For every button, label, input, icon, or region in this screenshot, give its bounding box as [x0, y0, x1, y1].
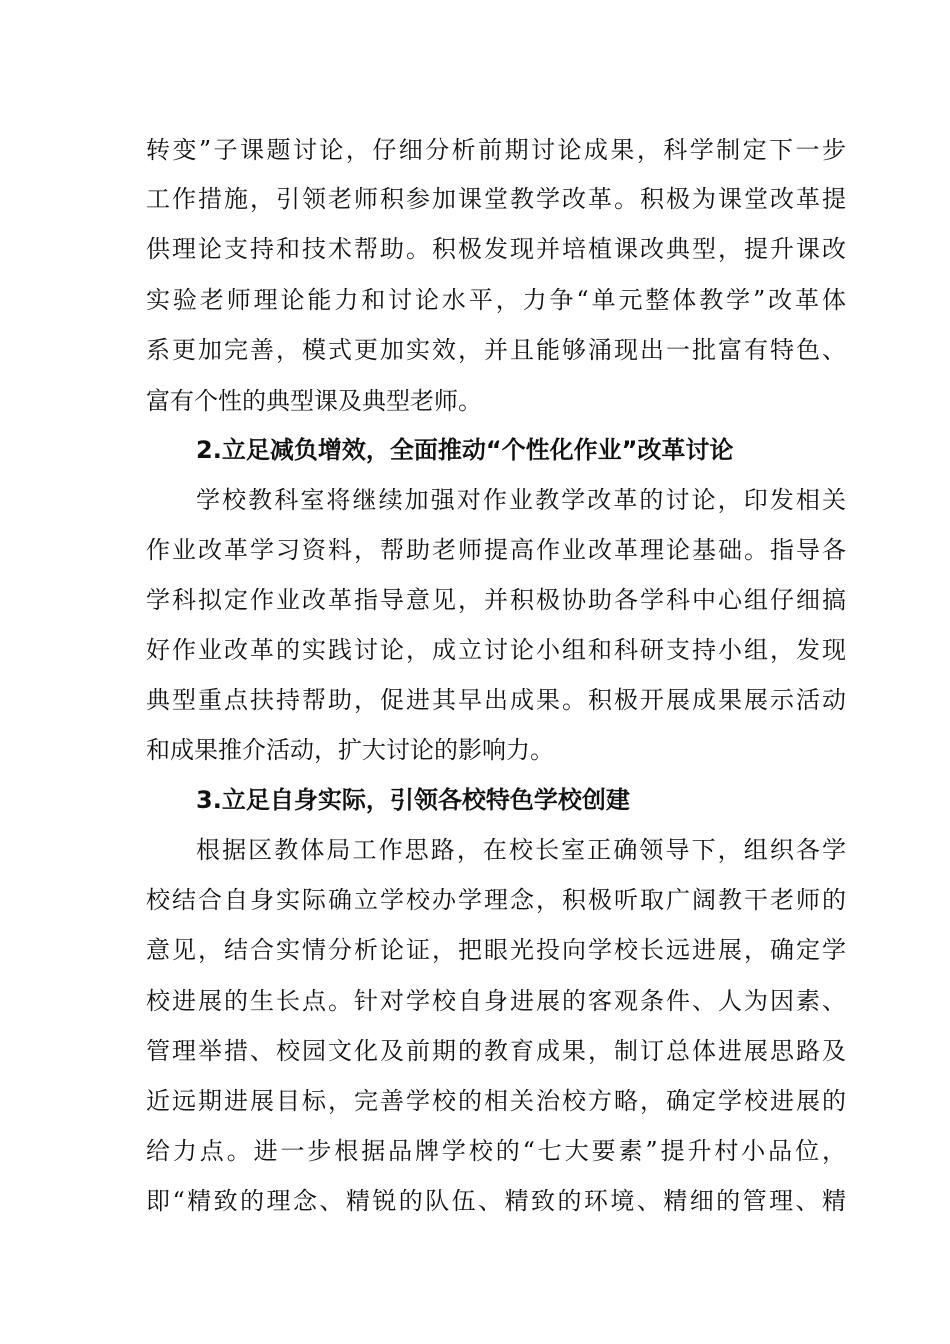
paragraph-line: 学科拟定作业改革指导意见，并积极协助各学科中心组仔细搞 [146, 586, 846, 614]
paragraph-line: 典型重点扶持帮助，促进其早出成果。积极开展成果展示活动 [146, 686, 846, 714]
paragraph-line: 富有个性的典型课及典型老师。 [146, 387, 482, 415]
paragraph-line: 实验老师理论能力和讨论水平，力争“单元整体教学”改革体 [146, 286, 846, 314]
section-heading: 2.立足减负增效，全面推动“个性化作业”改革讨论 [196, 436, 734, 464]
paragraph-line: 管理举措、校园文化及前期的教育成果，制订总体进展思路及 [146, 1037, 846, 1065]
paragraph-line: 校结合自身实际确立学校办学理念，积极听取广阔教干老师的 [146, 886, 846, 914]
paragraph-line: 转变”子课题讨论，仔细分析前期讨论成果，科学制定下一步 [146, 136, 846, 164]
paragraph-line: 即“精致的理念、精锐的队伍、精致的环境、精细的管理、精 [146, 1187, 846, 1215]
paragraph-line: 作业改革学习资料，帮助老师提高作业改革理论基础。指导各 [146, 536, 846, 564]
paragraph-line: 好作业改革的实践讨论，成立讨论小组和科研支持小组，发现 [146, 636, 846, 664]
paragraph-line: 近远期进展目标，完善学校的相关治校方略，确定学校进展的 [146, 1087, 846, 1115]
paragraph-line: 学校教科室将继续加强对作业教学改革的讨论，印发相关 [196, 486, 846, 514]
paragraph-line: 根据区教体局工作思路，在校长室正确领导下，组织各学 [196, 836, 846, 864]
section-heading: 3.立足自身实际，引领各校特色学校创建 [196, 786, 630, 814]
paragraph-line: 供理论支持和技术帮助。积极发现并培植课改典型，提升课改 [146, 235, 846, 263]
paragraph-line: 工作措施，引领老师积参加课堂教学改革。积极为课堂改革提 [146, 185, 846, 213]
paragraph-line: 和成果推介活动，扩大讨论的影响力。 [146, 736, 554, 764]
paragraph-line: 意见，结合实情分析论证，把眼光投向学校长远进展，确定学 [146, 936, 846, 964]
paragraph-line: 校进展的生长点。针对学校自身进展的客观条件、人为因素、 [146, 987, 846, 1015]
paragraph-line: 系更加完善，模式更加实效，并且能够涌现出一批富有特色、 [146, 336, 846, 364]
paragraph-line: 给力点。进一步根据品牌学校的“七大要素”提升村小品位， [146, 1137, 846, 1165]
